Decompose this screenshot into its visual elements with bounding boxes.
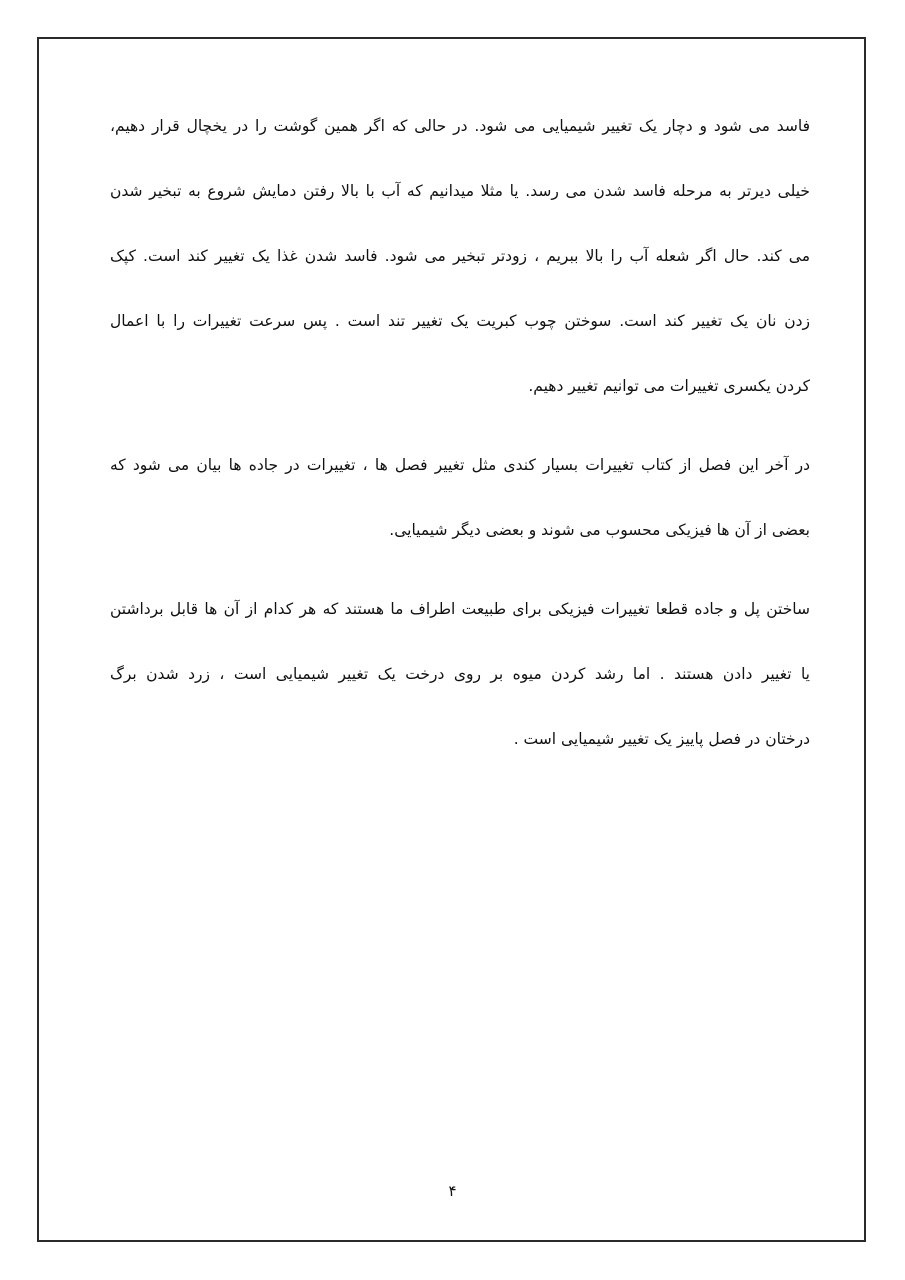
paragraph	[110, 445, 810, 575]
text-line: می کند. حال اگر شعله آب را بالا ببریم ، زودتر تبخیر می شود. فاسد شدن غذا یک تغییر کند است. کپک	[110, 247, 810, 265]
document-body	[110, 106, 810, 784]
paragraph-spacer	[110, 431, 810, 445]
text-line: در آخر این فصل از کتاب تغییرات بسیار کندی مثل تغییر فصل ها ، تغییرات در جاده ها بیان می شود که	[110, 456, 810, 474]
text-line: یا تغییر دادن هستند . اما رشد کردن میوه بر روی درخت یک تغییر شیمیایی است ، زرد شدن برگ	[110, 665, 810, 683]
text-line: ساختن پل و جاده قطعا تغییرات فیزیکی برای طبیعت اطراف ما هستند که هر کدام از آن ها قابل برداشتن	[110, 600, 810, 618]
text-line: خیلی دیرتر به مرحله فاسد شدن می رسد. یا مثلا میدانیم که آب با بالا رفتن دمایش شروع به تبخیر شدن	[110, 182, 810, 200]
page-number: ۴	[448, 1182, 457, 1200]
text-line: کردن یکسری تغییرات می توانیم تغییر دهیم.	[528, 377, 810, 395]
text-line: بعضی از آن ها فیزیکی محسوب می شوند و بعضی دیگر شیمیایی.	[389, 521, 810, 539]
text-line: زدن نان یک تغییر کند است. سوختن چوب کبریت یک تغییر تند است . پس سرعت تغییرات را با اعمال	[110, 312, 810, 330]
text-line: فاسد می شود و دچار یک تغییر شیمیایی می شود. در حالی که اگر همین گوشت را در یخچال قرار دهیم،	[110, 117, 810, 135]
paragraph	[110, 589, 810, 784]
paragraph-spacer	[110, 575, 810, 589]
paragraph	[110, 106, 810, 431]
text-line: درختان در فصل پاییز یک تغییر شیمیایی است .	[513, 730, 810, 748]
